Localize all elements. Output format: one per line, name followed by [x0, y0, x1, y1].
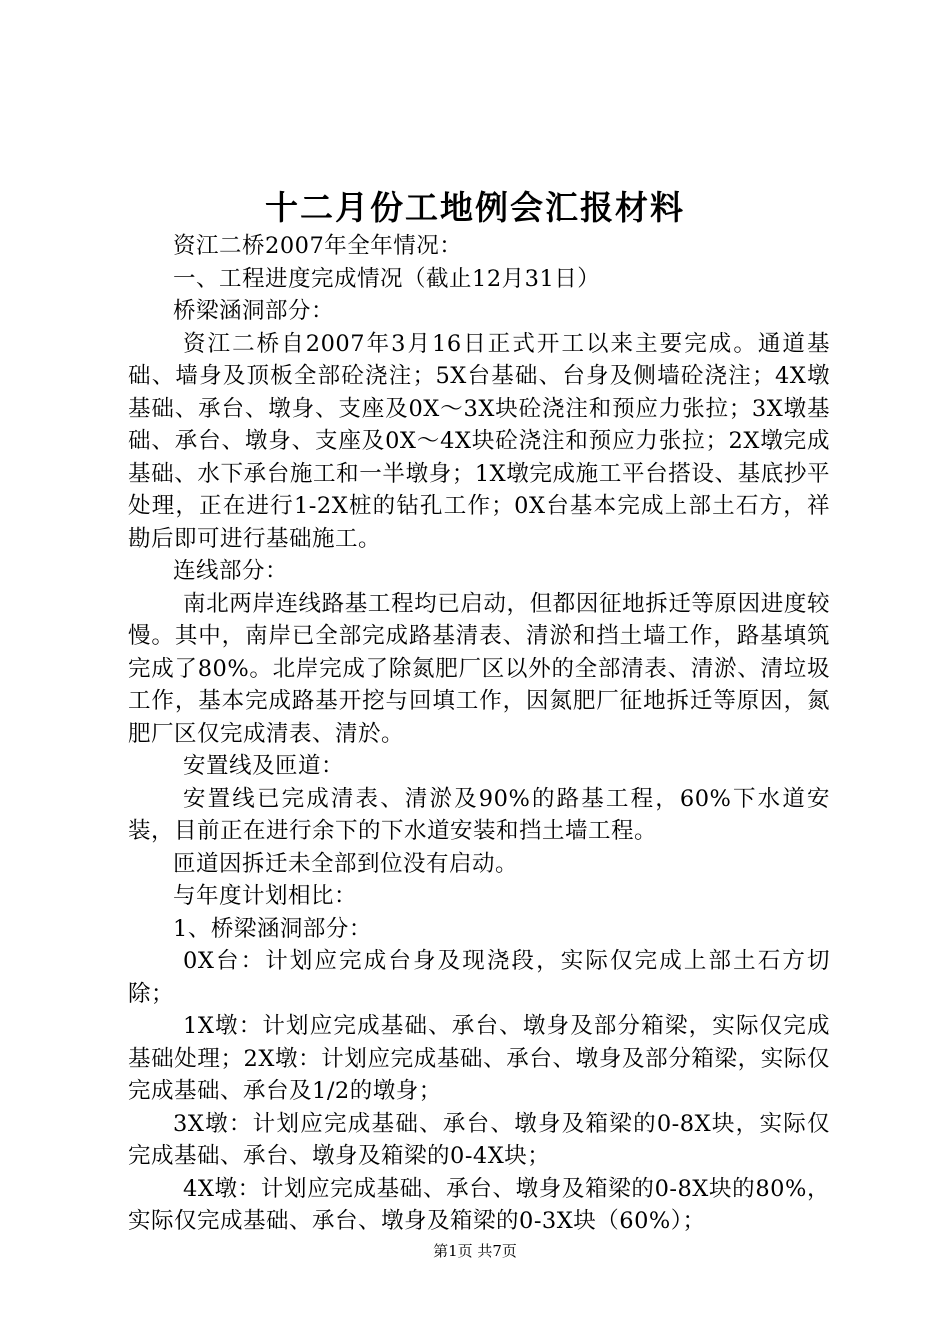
paragraph: 匝道因拆迁未全部到位没有启动。 — [173, 850, 519, 877]
paragraph: 4X墩：计划应完成基础、承台、墩身及箱梁的0-8X块的80%，实际仅完成基础、承台、墩身及箱梁的0-3X块（60%）； — [128, 1175, 830, 1234]
paragraph: 资江二桥2007年全年情况： — [173, 233, 463, 259]
paragraph: 0X台：计划应完成台身及现浇段，实际仅完成上部土石方切除； — [128, 948, 830, 1007]
paragraph: 桥梁涵洞部分： — [173, 298, 335, 324]
paragraph: 资江二桥自2007年3月16日正式开工以来主要完成。通道基础、墙身及顶板全部砼浇注；5X台基础、台身及侧墙砼浇注；4X墩基础、承台、墩身、支座及0X～3X块砼浇注和预应力张拉；3X墩基础、承台、墩身、支座及0X～4X块砼浇注和预应力张拉；2X墩完成基础、水下承台施工和一半墩身；1X墩完成施工平台搭设、基底抄平处理，正在进行1-2X桩的钻孔工作；0X台基本完成上部土石方，祥勘后即可进行基础施工。 — [128, 330, 830, 552]
document-title: 十二月份工地例会汇报材料 — [265, 188, 685, 227]
paragraph: 一、工程进度完成情况（截止12月31日） — [173, 265, 601, 292]
paragraph: 连线部分： — [173, 558, 289, 584]
paragraph: 南北两岸连线路基工程均已启动，但都因征地拆迁等原因进度较慢。其中，南岸已全部完成路基清表、清淤和挡土墙工作，路基填筑完成了80%。北岸完成了除氮肥厂区以外的全部清表、清淤、清垃圾工作，基本完成路基开挖与回填工作，因氮肥厂征地拆迁等原因，氮肥厂区仅完成清表、清於。 — [128, 590, 830, 747]
page-footer: 第1页 共7页 — [433, 1242, 517, 1260]
paragraph: 1、桥梁涵洞部分： — [173, 915, 372, 942]
document-body — [128, 230, 830, 1238]
paragraph: 3X墩：计划应完成基础、承台、墩身及箱梁的0-8X块，实际仅完成基础、承台、墩身及箱梁的0-4X块； — [128, 1110, 830, 1169]
paragraph: 与年度计划相比： — [173, 883, 358, 909]
paragraph: 安置线已完成清表、清淤及90%的路基工程，60%下水道安装，目前正在进行余下的下水道安装和挡土墙工程。 — [128, 785, 830, 844]
paragraph: 安置线及匝道： — [183, 753, 345, 779]
paragraph: 1X墩：计划应完成基础、承台、墩身及部分箱梁，实际仅完成基础处理；2X墩：计划应完成基础、承台、墩身及部分箱梁，实际仅完成基础、承台及1/2的墩身； — [128, 1013, 830, 1104]
